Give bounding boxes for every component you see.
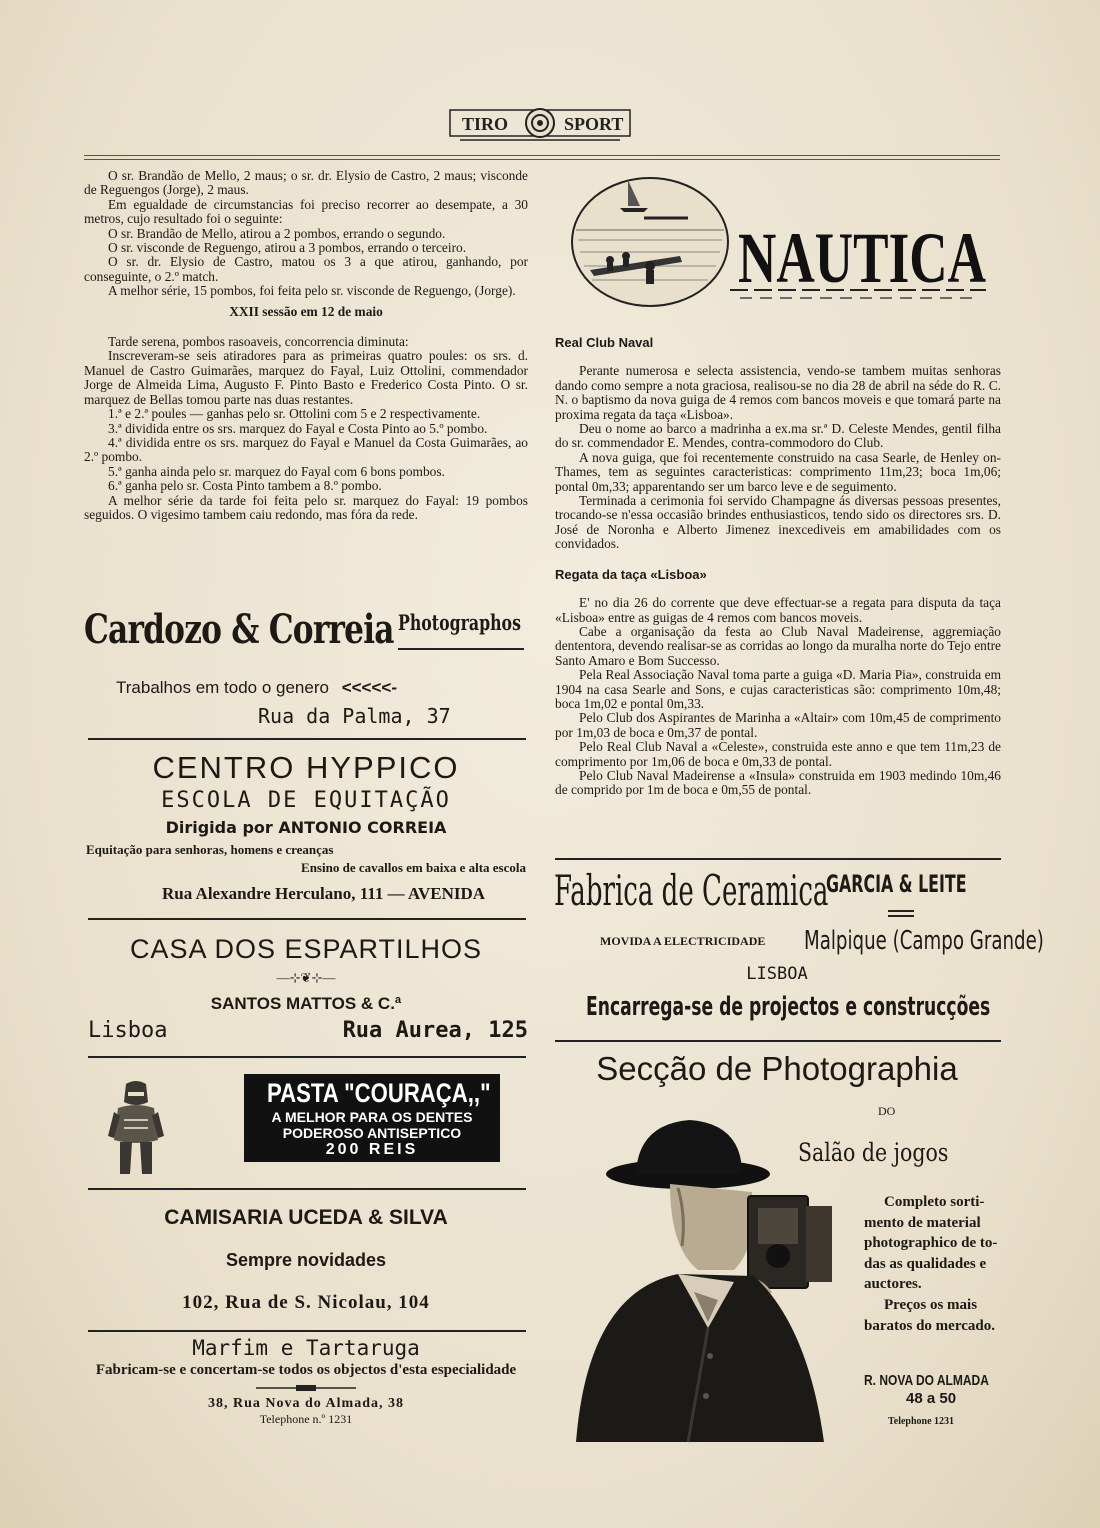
ornament-rule xyxy=(256,1384,356,1392)
paragraph: Pelo Club dos Aspirantes de Marinha a «Altair» com 10m,45 de comprimento por 1m,03 de boca e 0m,37 de pontal. xyxy=(555,710,1001,740)
ad-line: Equitação para senhoras, homens e creanças xyxy=(86,842,334,857)
ad-do: DO xyxy=(878,1104,896,1118)
section-head: Regata da taça «Lisboa» xyxy=(555,566,707,582)
top-rule xyxy=(84,155,1000,156)
nautica-illustration xyxy=(570,170,990,310)
ad-line: Ensino de cavallos em baixa e alta escola xyxy=(301,860,526,875)
paragraph: 3.ª dividida entre os srs. marquez do Fayal e Costa Pinto ao 5.º pombo. xyxy=(108,420,488,436)
ad-address: Rua da Palma, 37 xyxy=(258,704,451,728)
divider xyxy=(88,1056,526,1058)
text-line: auctores. xyxy=(864,1276,922,1293)
ad-casa-espartilhos xyxy=(84,926,528,1050)
ad-title: Marfim e Tartaruga xyxy=(192,1336,420,1360)
ad-address: 102, Rua de S. Nicolau, 104 xyxy=(182,1292,430,1313)
ad-owner-rule xyxy=(888,910,914,912)
divider xyxy=(555,1040,1001,1042)
paragraph: 5.ª ganha ainda pelo sr. marquez do Fayal com 6 bons pombos. xyxy=(108,463,445,479)
paragraph: Tarde serena, pombos rasoaveis, concorrencia diminuta: xyxy=(108,334,409,350)
ad-address: 38, Rua Nova do Almada, 38 xyxy=(208,1396,404,1411)
paragraph: Em egualdade de circumstancias foi preciso recorrer ao desempate, a 30 metros, cujo resultado foi o seguinte: xyxy=(84,196,528,227)
paragraph: O sr. dr. Elysio de Castro, matou os 3 a que atirou, ganhando, por conseguinte, o 2.º match. xyxy=(84,254,528,284)
paragraph: Terminada a cerimonia foi servido Champagne ás diversas pessoas presentes, trocando-se n'essa occasião brindes enthusiasticos, tendo sido os directores srs. D. José de Noronha e Alberto Jimenez inexcediveis em amabilidades com os convidados. xyxy=(555,493,1001,552)
couraca-box xyxy=(244,1074,500,1162)
section-head: Real Club Naval xyxy=(555,335,654,350)
ad-phone: Telephone n.º 1231 xyxy=(259,1412,353,1426)
text-line: baratos do mercado. xyxy=(864,1317,995,1334)
ad-owner: SANTOS MATTOS & C.ª xyxy=(210,994,402,1013)
paragraph: E' no dia 26 do corrente que deve effectuar-se a regata para disputa da taça «Lisboa» entre as guigas de 4 remos com bancos moveis. xyxy=(555,595,1001,625)
ad-address: 48 a 50 xyxy=(906,1390,957,1407)
paragraph: Pelo Club Naval Madeirense a «Insula» construida em 1903 medindo 10m,46 de comprido por 1m de boca e 0m,55 de pontal. xyxy=(555,767,1001,798)
top-rule-2 xyxy=(84,159,1000,160)
divider xyxy=(88,1330,526,1332)
ornament: —⊹❦⊹— xyxy=(276,970,336,985)
paragraph: O sr. Brandão de Mello, 2 maus; o sr. dr. Elysio de Castro, 2 maus; visconde de Reguengos (Jorge), 2 maus. xyxy=(84,168,528,198)
nautica-article xyxy=(555,336,1001,798)
svg-text:SPORT: SPORT xyxy=(564,114,624,134)
text-line: Completo sorti- xyxy=(884,1194,985,1210)
ad-line: PODEROSO ANTISEPTICO xyxy=(282,1125,462,1141)
paragraph: 1.ª e 2.ª poules — ganhas pelo sr. Ottolini com 5 e 2 respectivamente. xyxy=(108,406,481,422)
divider xyxy=(555,858,1001,860)
photographer-illustration xyxy=(558,1096,858,1442)
paragraph: O sr. visconde de Reguengo, atirou a 3 pombos, errando o terceiro. xyxy=(108,240,467,256)
text-line: photographico de to- xyxy=(864,1235,998,1252)
ad-line xyxy=(116,678,397,698)
arrows-ornament: <<<<<- xyxy=(341,678,397,697)
divider xyxy=(88,918,526,920)
ad-line-text: Trabalhos em todo o genero xyxy=(116,678,329,697)
ad-address: Rua Alexandre Herculano, 111 — AVENIDA xyxy=(162,884,486,903)
text-line: Preços os mais xyxy=(884,1296,978,1313)
ad-pasta-couraca xyxy=(84,1066,528,1184)
session-title: XXII sessão em 12 de maio xyxy=(229,303,383,319)
ad-title: Fabrica de Ceramica xyxy=(554,866,829,915)
left-article xyxy=(84,169,528,522)
paragraph: Inscreveram-se seis atiradores para as primeiras quatro poules: os srs. d. Manuel de Castro Guimarães, marquez do Fayal, Luiz Ottolini, commendador Jorge de Almeida Lima, Augusto F. Pinto Basto e Frederico Costa Pinto. O sr. marquez de Bellas tomou parte nas duas restantes. xyxy=(84,348,528,407)
ad-title: Secção de Photographia xyxy=(596,1050,958,1087)
paragraph: Pelo Real Club Naval a «Celeste», construida este anno e que tem 11m,23 de comprimento por 1m,06 de boca e 0m,33 de pontal. xyxy=(555,739,1001,769)
ad-fabrica-ceramica xyxy=(552,866,1044,1036)
paragraph: O sr. Brandão de Mello, atirou a 2 pombos, errando o segundo. xyxy=(108,225,446,241)
ad-description xyxy=(864,1192,1000,1336)
ad-seccao-photographia xyxy=(552,1046,1002,1442)
ad-title: CASA DOS ESPARTILHOS xyxy=(129,934,483,964)
paragraph: 4.ª dividida entre os srs. marquez do Fayal e Manuel da Costa Guimarães, ao 2.º pombo. xyxy=(84,434,528,465)
ad-price: 200 REIS xyxy=(325,1141,419,1158)
ad-title: PASTA "COURAÇA,," xyxy=(267,1078,491,1108)
svg-text:NAUTICA: NAUTICA xyxy=(738,218,986,298)
divider xyxy=(88,738,526,740)
paragraph: A melhor série, 15 pombos, foi feita pelo sr. visconde de Reguengo, (Jorge). xyxy=(108,283,516,299)
divider xyxy=(88,1188,526,1190)
ad-title: CENTRO HYPPICO xyxy=(152,750,460,785)
text-line: das as qualidades e xyxy=(864,1255,987,1272)
ad-camisaria xyxy=(84,1196,528,1324)
ad-centro-hyppico xyxy=(84,748,528,914)
ad-tag-rule xyxy=(398,648,524,650)
ad-tag: Photographos xyxy=(398,610,521,635)
ad-cardozo-correia xyxy=(84,604,528,732)
ad-tag: Sempre novidades xyxy=(225,1250,387,1270)
paragraph: Pela Real Associação Naval toma parte a guiga «D. Maria Pia», construida em 1904 na casa Searle and Sons, e cujas caracteristicas são: comprimento 10m,48; boca 1m,02 e pontal 0m,33. xyxy=(555,667,1001,711)
text-line: mento de material xyxy=(864,1214,981,1231)
ad-place: Malpique (Campo Grande) xyxy=(804,926,1044,956)
ad-line: Fabricam-se e concertam-se todos os objectos d'esta especialidade xyxy=(95,1362,517,1378)
knight-armor-icon xyxy=(106,1080,166,1176)
ad-director: Dirigida por ANTONIO CORREIA xyxy=(165,818,447,837)
ad-title: Cardozo & Correia xyxy=(84,606,394,653)
paragraph: Cabe a organisação da festa ao Club Naval Madeirense, aggremiação dententora, devendo realisar-se as corridas ao longo da muralha norte do Tejo entre Santo Amaro e Bom Successo. xyxy=(555,623,1001,668)
paragraph: Perante numerosa e selecta assistencia, vendo-se tambem muitas senhoras dando como sempre a nota graciosa, realisou-se no dia 28 de abril na séde do R. C. N. o baptismo da nova guiga de 4 remos com bancos moveis e que tomará parte na proxima regata da taça «Lisboa». xyxy=(555,363,1001,422)
ad-city: Lisboa xyxy=(88,1018,168,1043)
ad-phone: Telephone 1231 xyxy=(888,1416,955,1427)
ad-address: Rua Aurea, 125 xyxy=(342,1018,528,1043)
ad-line: Encarrega-se de projectos e construcções xyxy=(586,992,991,1022)
ad-city: LISBOA xyxy=(746,964,808,984)
ad-address: R. NOVA DO ALMADA xyxy=(864,1372,989,1389)
ad-owner: GARCIA & LEITE xyxy=(826,870,967,898)
paragraph: Deu o nome ao barco a madrinha a ex.ma sr.ª D. Celeste Mendes, gentil filha do sr. commendador E. Mendes, contra-commodoro do Club. xyxy=(555,421,1001,451)
ad-marfim-tartaruga xyxy=(84,1334,528,1430)
ad-line: A MELHOR PARA OS DENTES xyxy=(271,1109,473,1125)
ad-salao: Salão de jogos xyxy=(798,1138,949,1167)
svg-text:TIRO: TIRO xyxy=(462,114,509,134)
ad-subtitle: ESCOLA DE EQUITAÇÃO xyxy=(161,788,451,813)
ad-owner-rule xyxy=(888,915,914,917)
masthead-logo xyxy=(440,100,640,148)
paragraph: A melhor série da tarde foi feita pelo sr. marquez do Fayal: 19 pombos seguidos. O vigesimo tambem caiu redondo, mas fóra da rede. xyxy=(84,492,528,522)
paragraph: A nova guiga, que foi recentemente construido na casa Searle, de Henley on-Thames, tem as seguintes caracteristicas: comprimento 11m,23; boca 1m,06; pontal 0m,33; apparentando ser um barco leve e de seguimento. xyxy=(555,449,1001,494)
ad-title: CAMISARIA UCEDA & SILVA xyxy=(164,1206,448,1229)
paragraph: 6.ª ganha pelo sr. Costa Pinto tambem a 8.º pombo. xyxy=(108,478,382,494)
ad-line: MOVIDA A ELECTRICIDADE xyxy=(600,934,766,948)
